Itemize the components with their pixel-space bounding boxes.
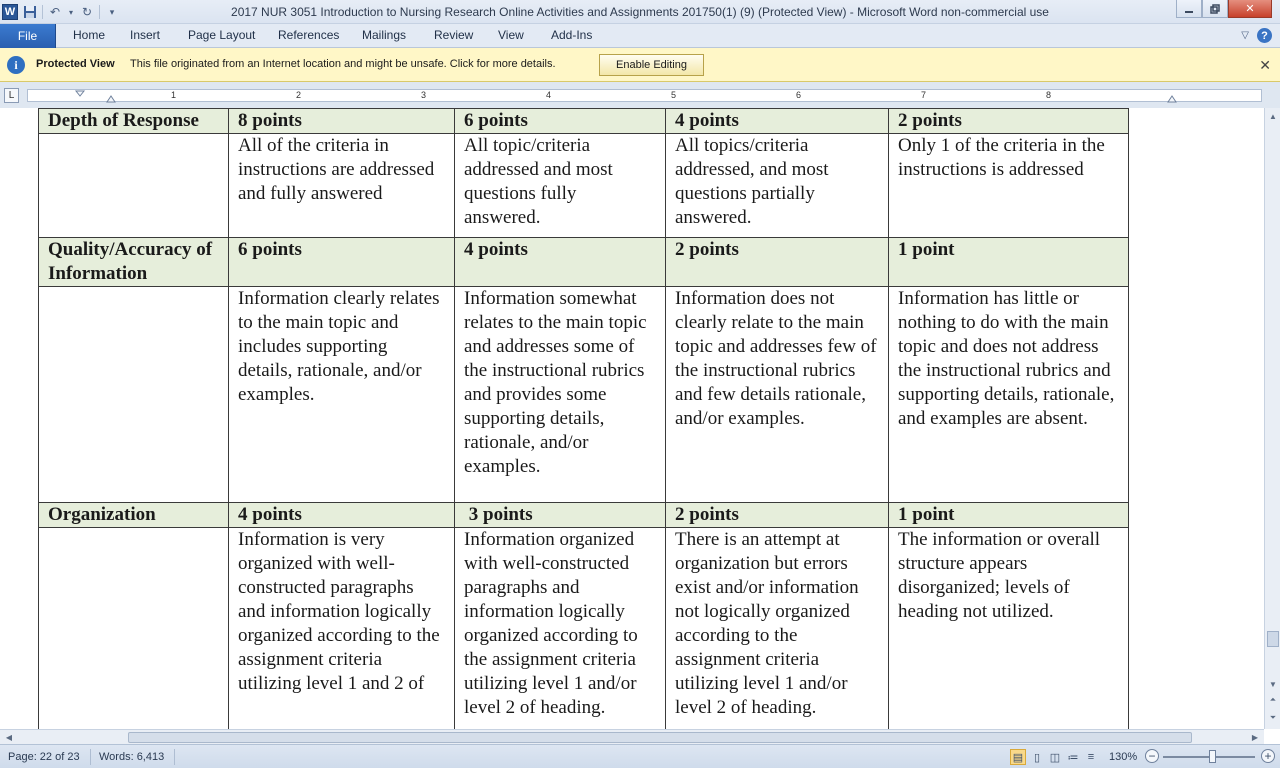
undo-dropdown-icon[interactable]: ▾	[68, 7, 73, 17]
zoom-in-icon[interactable]: +	[1261, 749, 1275, 763]
points-cell: 2 points	[889, 109, 1129, 134]
ribbon-minimize-icon[interactable]: ▽	[1241, 30, 1249, 41]
tab-mailings[interactable]: Mailings	[362, 28, 407, 42]
next-page-icon[interactable]: ⏷	[1269, 713, 1277, 722]
status-bar	[0, 744, 1280, 768]
ribbon-tabs	[0, 24, 1280, 48]
first-line-indent-marker	[76, 91, 84, 96]
points-cell: 2 points	[666, 238, 889, 287]
horizontal-scroll-thumb[interactable]	[128, 732, 1192, 743]
status-separator	[90, 749, 91, 765]
points-cell: 6 points	[455, 109, 666, 134]
draft-view-icon[interactable]: ≡	[1087, 751, 1095, 763]
points-cell: 4 points	[229, 503, 455, 528]
word-app-icon[interactable]: W	[2, 4, 18, 20]
ruler-number: 8	[1046, 90, 1052, 100]
description-cell: Information does not clearly relate to the main topic and addresses few of the instructional rubrics and few details rationale, and/or examples.	[666, 287, 889, 503]
points-cell: 4 points	[666, 109, 889, 134]
tab-insert[interactable]: Insert	[130, 28, 161, 42]
document-page[interactable]	[0, 108, 1264, 729]
blank-cell	[39, 528, 229, 730]
customize-qat-icon[interactable]: ▾	[109, 6, 115, 17]
tab-selector-button[interactable]: L	[4, 88, 19, 103]
rubric-header-row	[39, 238, 1129, 287]
criterion-cell: Quality/Accuracy of Information	[39, 238, 229, 287]
word-count[interactable]: Words: 6,413	[99, 751, 165, 763]
horizontal-ruler[interactable]	[27, 89, 1262, 102]
ruler-number: 4	[546, 90, 552, 100]
full-screen-reading-icon[interactable]: ▯	[1033, 751, 1041, 764]
ruler-number: 7	[921, 90, 927, 100]
window-controls	[1176, 0, 1272, 18]
protected-view-message[interactable]: This file originated from an Internet location and might be unsafe. Click for more details.	[130, 58, 556, 70]
description-cell: Information organized with well-constructed paragraphs and information logically organized according to the assignment criteria utilizing level 1 and/or level 2 of heading.	[455, 528, 666, 730]
rubric-description-row	[39, 528, 1129, 730]
description-cell: The information or overall structure appears disorganized; levels of heading not utilized.	[889, 528, 1129, 730]
points-cell: 6 points	[229, 238, 455, 287]
description-cell: Only 1 of the criteria in the instructions is addressed	[889, 134, 1129, 238]
description-cell: Information has little or nothing to do with the main topic and does not address the instructional rubrics and supporting details, rationale, and examples are absent.	[889, 287, 1129, 503]
scroll-right-icon[interactable]: ▶	[1251, 732, 1259, 742]
ruler-number: 5	[671, 90, 677, 100]
points-cell: 3 points	[455, 503, 666, 528]
zoom-slider-thumb[interactable]	[1209, 750, 1216, 763]
ruler-area	[0, 82, 1280, 108]
file-tab[interactable]: File	[0, 24, 56, 48]
rubric-description-row	[39, 134, 1129, 238]
zoom-out-icon[interactable]: −	[1145, 749, 1159, 763]
ribbon-right-controls	[1241, 28, 1272, 43]
scroll-up-icon[interactable]: ▲	[1269, 111, 1277, 121]
points-cell: 4 points	[455, 238, 666, 287]
enable-editing-button[interactable]: Enable Editing	[599, 54, 704, 76]
rubric-table	[38, 108, 1129, 729]
tab-page-layout[interactable]: Page Layout	[188, 28, 256, 42]
right-indent-marker	[1168, 96, 1176, 102]
scroll-down-icon[interactable]: ▼	[1269, 679, 1277, 689]
blank-cell	[39, 134, 229, 238]
ruler-number: 6	[796, 90, 802, 100]
ruler-number: 3	[421, 90, 427, 100]
outline-view-icon[interactable]: ≔	[1067, 751, 1079, 764]
status-separator	[174, 749, 175, 765]
points-cell: 8 points	[229, 109, 455, 134]
tab-references[interactable]: References	[278, 28, 340, 42]
vertical-scroll-thumb[interactable]	[1267, 631, 1279, 647]
title-bar	[0, 0, 1280, 24]
previous-page-icon[interactable]: ⏶	[1269, 695, 1277, 704]
zoom-level[interactable]: 130%	[1109, 751, 1138, 763]
description-cell: All topics/criteria addressed, and most questions partially answered.	[666, 134, 889, 238]
rubric-header-row	[39, 503, 1129, 528]
ruler-marks	[28, 90, 1263, 103]
vertical-scrollbar[interactable]	[1264, 108, 1280, 729]
left-indent-marker	[107, 96, 115, 102]
scroll-left-icon[interactable]: ◀	[5, 732, 13, 742]
restore-icon[interactable]	[1202, 0, 1228, 18]
tab-review[interactable]: Review	[434, 28, 474, 42]
close-window-icon[interactable]: ✕	[1228, 0, 1272, 18]
tab-add-ins[interactable]: Add-Ins	[551, 28, 593, 42]
description-cell: Information clearly relates to the main topic and includes supporting details, rationale, and/or examples.	[229, 287, 455, 503]
protected-view-title: Protected View	[36, 58, 115, 70]
web-layout-icon[interactable]: ◫	[1049, 751, 1061, 764]
undo-icon[interactable]: ↶	[49, 5, 61, 19]
points-cell: 1 point	[889, 503, 1129, 528]
tab-view[interactable]: View	[498, 28, 524, 42]
rubric-description-row	[39, 287, 1129, 503]
description-cell: Information is very organized with well-constructed paragraphs and information logically organized according to the assignment criteria utilizing level 1 and 2 of	[229, 528, 455, 730]
print-layout-view-icon[interactable]: ▤	[1010, 749, 1026, 765]
description-cell: There is an attempt at organization but errors exist and/or information not logically organized according to the assignment criteria utilizing level 1 and/or level 2 of heading.	[666, 528, 889, 730]
ruler-number: 2	[296, 90, 302, 100]
ruler-number: 1	[171, 90, 177, 100]
close-message-bar-icon[interactable]: ✕	[1259, 57, 1271, 73]
points-cell: 2 points	[666, 503, 889, 528]
blank-cell	[39, 287, 229, 503]
info-icon: i	[7, 56, 25, 74]
tab-home[interactable]: Home	[73, 28, 106, 42]
criterion-cell: Depth of Response	[39, 109, 229, 134]
help-icon[interactable]: ?	[1257, 28, 1272, 43]
horizontal-scrollbar[interactable]	[0, 729, 1264, 744]
minimize-icon[interactable]	[1176, 0, 1202, 18]
redo-icon[interactable]: ↻	[81, 5, 93, 19]
description-cell: Information somewhat relates to the main topic and addresses some of the instructional rubrics and provides some supporting details, rationale, and/or examples.	[455, 287, 666, 503]
window-title: 2017 NUR 3051 Introduction to Nursing Research Online Activities and Assignments 201750(1) (9) (Protected View) - Microsoft Word non-commercial use	[231, 5, 1049, 19]
rubric-header-row	[39, 109, 1129, 134]
description-cell: All topic/criteria addressed and most questions fully answered.	[455, 134, 666, 238]
page-count[interactable]: Page: 22 of 23	[8, 751, 80, 763]
criterion-cell: Organization	[39, 503, 229, 528]
description-cell: All of the criteria in instructions are addressed and fully answered	[229, 134, 455, 238]
points-cell: 1 point	[889, 238, 1129, 287]
